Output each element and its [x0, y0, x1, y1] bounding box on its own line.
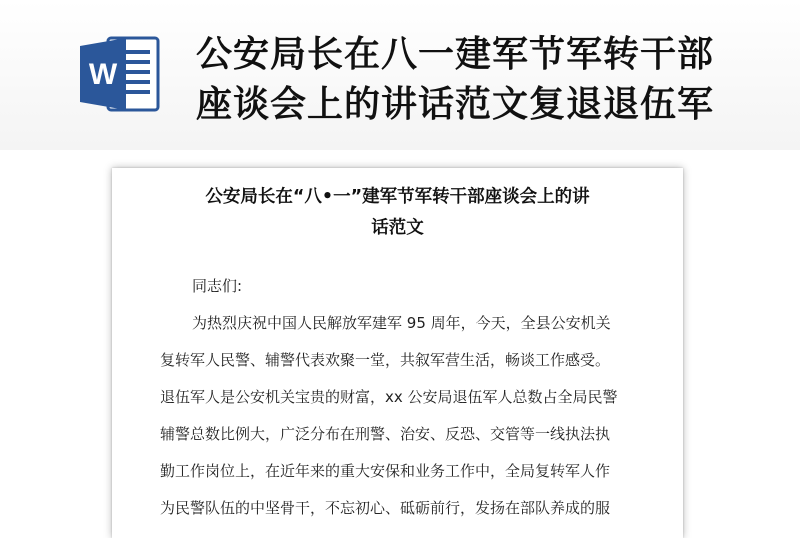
document-title: 公安局长在“八•一”建军节军转干部座谈会上的讲 话范文	[205, 187, 590, 238]
body-line: 退伍军人是公安机关宝贵的财富，xx 公安局退伍军人总数占全局民警	[160, 388, 618, 406]
page-title: 公安局长在八一建军节军转干部 座谈会上的讲话范文复退退伍军	[196, 34, 715, 125]
greeting: 同志们:	[192, 277, 243, 295]
body-line: 为民警队伍的中坚骨干，不忘初心、砥砺前行，发扬在部队养成的服	[160, 499, 611, 517]
document-page	[112, 168, 683, 538]
word-document-icon	[78, 32, 162, 116]
body-line: 辅警总数比例大，广泛分布在刑警、治安、反恐、交管等一线执法执	[160, 425, 611, 443]
header-banner	[0, 0, 800, 150]
body-line: 勤工作岗位上，在近年来的重大安保和业务工作中，全局复转军人作	[160, 462, 611, 480]
body-line: 复转军人民警、辅警代表欢聚一堂，共叙军营生活，畅谈工作感受。	[160, 351, 611, 369]
word-icon-letter: W	[88, 58, 118, 91]
body-line: 为热烈庆祝中国人民解放军建军 95 周年，今天，全县公安机关	[192, 314, 611, 332]
